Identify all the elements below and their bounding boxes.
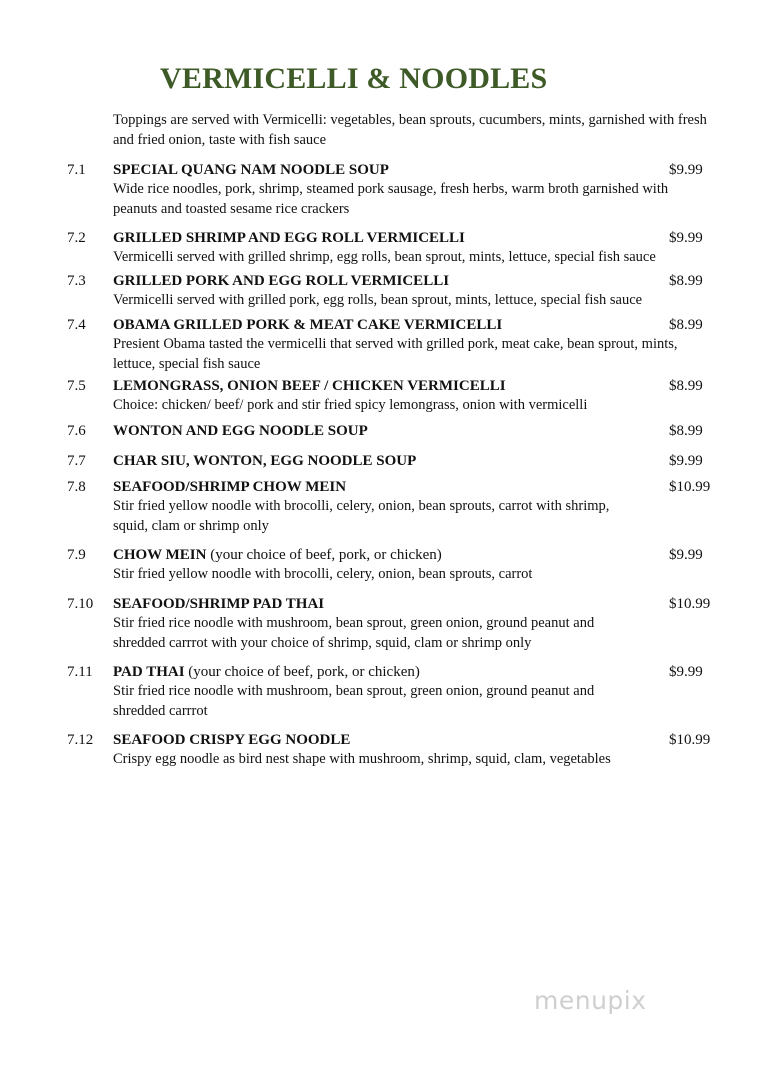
item-price: $9.99 — [669, 453, 703, 469]
item-number: 7.2 — [67, 230, 86, 246]
item-number: 7.3 — [67, 273, 86, 289]
item-name-text: SEAFOOD/SHRIMP CHOW MEIN — [113, 479, 347, 495]
item-name-text: WONTON AND EGG NOODLE SOUP — [113, 423, 368, 439]
item-number: 7.5 — [67, 378, 86, 394]
item-number: 7.9 — [67, 547, 86, 563]
item-description: Stir fried yellow noodle with brocolli, celery, onion, bean sprouts, carrot with shrimp, squid, clam or shrimp only — [113, 498, 610, 534]
item-name — [113, 594, 324, 614]
item-name — [113, 545, 442, 565]
item-name-text: CHAR SIU, WONTON, EGG NOODLE SOUP — [113, 453, 417, 469]
item-description: Presient Obama tasted the vermicelli that served with grilled pork, meat cake, bean sprout, mints, lettuce, special fish sauce — [113, 336, 678, 372]
item-description: Vermicelli served with grilled shrimp, egg rolls, bean sprout, mints, lettuce, special fish sauce — [113, 249, 656, 265]
item-price: $9.99 — [669, 230, 703, 246]
item-name — [113, 730, 350, 750]
item-number: 7.10 — [67, 596, 94, 612]
item-name-text: GRILLED SHRIMP AND EGG ROLL VERMICELLI — [113, 230, 465, 246]
item-price: $10.99 — [669, 479, 711, 495]
item-number: 7.1 — [67, 162, 86, 178]
item-description: Stir fried rice noodle with mushroom, bean sprout, green onion, ground peanut and shredded carrrot — [113, 683, 595, 719]
item-description: Choice: chicken/ beef/ pork and stir fried spicy lemongrass, onion with vermicelli — [113, 397, 588, 413]
menupix-watermark: menupix — [534, 986, 647, 1015]
item-price: $10.99 — [669, 732, 711, 748]
item-name — [113, 451, 416, 471]
item-name — [113, 271, 449, 291]
item-name-text: PAD THAI — [113, 664, 185, 680]
item-name-text: SEAFOOD CRISPY EGG NOODLE — [113, 732, 351, 748]
item-name — [113, 315, 502, 335]
item-choice: (your choice of beef, pork, or chicken) — [210, 547, 442, 563]
item-description: Stir fried yellow noodle with brocolli, celery, onion, bean sprouts, carrot — [113, 566, 533, 582]
item-price: $9.99 — [669, 664, 703, 680]
item-name — [113, 421, 368, 441]
item-name-text: OBAMA GRILLED PORK & MEAT CAKE VERMICELLI — [113, 317, 503, 333]
item-name — [113, 376, 506, 396]
item-price: $9.99 — [669, 162, 703, 178]
item-number: 7.11 — [67, 664, 93, 680]
page-title: VERMICELLI & NOODLES — [160, 62, 548, 95]
item-description: Crispy egg noodle as bird nest shape with mushroom, shrimp, squid, clam, vegetables — [113, 751, 611, 767]
item-description: Wide rice noodles, pork, shrimp, steamed pork sausage, fresh herbs, warm broth garnished with peanuts and toasted sesame rice crackers — [113, 181, 669, 217]
item-price: $10.99 — [669, 596, 711, 612]
item-choice: (your choice of beef, pork, or chicken) — [188, 664, 420, 680]
item-name — [113, 228, 465, 248]
item-price: $8.99 — [669, 317, 703, 333]
item-number: 7.6 — [67, 423, 86, 439]
item-name-text: GRILLED PORK AND EGG ROLL VERMICELLI — [113, 273, 450, 289]
item-price: $8.99 — [669, 273, 703, 289]
item-price: $8.99 — [669, 423, 703, 439]
intro-text: Toppings are served with Vermicelli: vegetables, bean sprouts, cucumbers, mints, garnished with fresh and fried onion, taste with fish sauce — [113, 112, 707, 148]
item-name-text: SPECIAL QUANG NAM NOODLE SOUP — [113, 162, 389, 178]
item-name-text: CHOW MEIN — [113, 547, 207, 563]
item-name — [113, 662, 420, 682]
item-name-text: LEMONGRASS, ONION BEEF / CHICKEN VERMICELLI — [113, 378, 506, 394]
item-number: 7.12 — [67, 732, 94, 748]
item-description: Stir fried rice noodle with mushroom, bean sprout, green onion, ground peanut and shredded carrrot with your choice of shrimp, squid, clam or shrimp only — [113, 615, 595, 651]
item-number: 7.4 — [67, 317, 86, 333]
item-name-text: SEAFOOD/SHRIMP PAD THAI — [113, 596, 325, 612]
item-number: 7.8 — [67, 479, 86, 495]
item-number: 7.7 — [67, 453, 86, 469]
item-description: Vermicelli served with grilled pork, egg rolls, bean sprout, mints, lettuce, special fish sauce — [113, 292, 643, 308]
item-price: $9.99 — [669, 547, 703, 563]
item-name — [113, 477, 346, 497]
item-price: $8.99 — [669, 378, 703, 394]
item-name — [113, 160, 389, 180]
